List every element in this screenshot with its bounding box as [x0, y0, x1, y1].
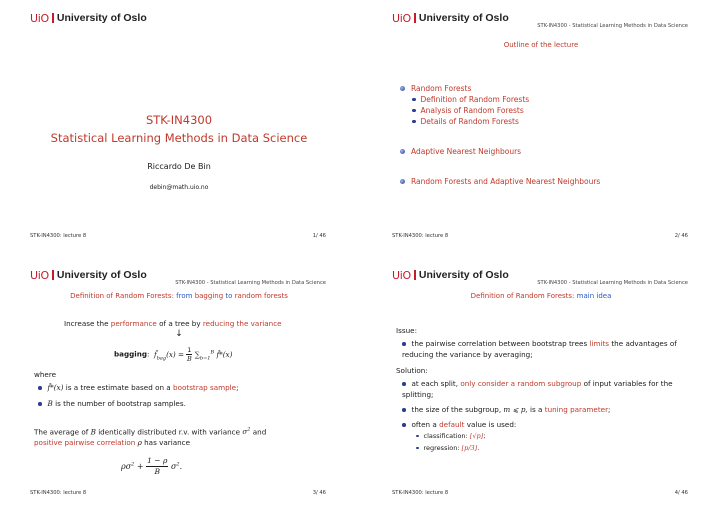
outline-section[interactable]: Random Forests	[400, 83, 600, 94]
footer-left: STK-IN4300: lecture 8	[30, 233, 87, 239]
frame-title: Definition of Random Forests: main idea	[470, 292, 612, 300]
issue-label: Issue:	[396, 326, 418, 335]
uio-logo: UiO University of Oslo	[30, 11, 147, 25]
bullet-icon	[412, 120, 416, 124]
uio-logo: UiO University of Oslo	[392, 11, 509, 25]
page-number: 1/ 46	[312, 233, 326, 239]
email: debin@math.uio.no	[149, 184, 209, 191]
outline-list	[400, 83, 600, 187]
frame-title: Definition of Random Forests: from bagging to random forests	[70, 292, 288, 300]
footer-left: STK-IN4300: lecture 8	[392, 233, 449, 239]
bullet-icon	[412, 98, 416, 102]
list-item: often a default value is used:	[402, 419, 702, 430]
header: STK-IN4300 - Statistical Learning Methods in Data Science	[537, 280, 688, 286]
outline-subsection[interactable]: Analysis of Random Forests	[400, 105, 600, 116]
slide-title: STK-IN4300 Statistical Learning Methods in Data Science	[50, 113, 308, 145]
uio-logo: UiO University of Oslo	[392, 268, 509, 282]
bullet-icon	[400, 149, 405, 154]
header: STK-IN4300 - Statistical Learning Methods in Data Science	[537, 23, 688, 29]
outline-title: Outline of the lecture	[503, 41, 579, 49]
footer-left: STK-IN4300: lecture 8	[392, 490, 449, 496]
slide-4	[370, 262, 712, 502]
slide-2	[370, 5, 712, 245]
footer-left: STK-IN4300: lecture 8	[30, 490, 87, 496]
list-item: the pairwise correlation between bootstrap trees limits the advantages of reducing the variance by averaging;	[402, 339, 677, 359]
sub-item: classification: ⌊√p⌋;	[416, 431, 485, 442]
list-item: the size of the subgroup, m ⩽ p, is a tuning parameter;	[402, 404, 702, 415]
down-arrow: ↓	[175, 329, 183, 339]
where-label: where	[34, 370, 57, 379]
solution-label: Solution:	[396, 366, 428, 375]
outline-subsection[interactable]: Details of Random Forests	[400, 116, 600, 127]
header: STK-IN4300 - Statistical Learning Methods in Data Science	[175, 280, 326, 286]
slide-3	[8, 262, 350, 502]
sub-item: regression: ⌊p/3⌋.	[416, 443, 479, 454]
page-number: 3/ 46	[312, 490, 326, 496]
bagging-formula: bagging: $f̂_{bag}(x)$ = $\frac{1}{B}$ $\sum_{b=1}^B$ f̂*(x)	[114, 346, 233, 363]
outline-subsection[interactable]: Definition of Random Forests	[400, 94, 600, 105]
outline-section[interactable]: Adaptive Nearest Neighbours	[400, 146, 600, 157]
bullet-icon	[400, 86, 405, 91]
bullet-icon	[400, 179, 405, 184]
page-number: 2/ 46	[674, 233, 688, 239]
list-item: B is the number of bootstrap samples.	[38, 398, 186, 409]
slide-1	[8, 5, 350, 245]
list-item: at each split, only consider a random subgroup of input variables for the splitting;	[402, 379, 673, 399]
outline-section[interactable]: Random Forests and Adaptive Nearest Neighbours	[400, 176, 600, 187]
list-item: f̂*(x) is a tree estimate based on a bootstrap sample;	[38, 382, 239, 393]
intro-text: Increase the performance of a tree by reducing the variance	[64, 319, 282, 328]
author: Riccardo De Bin	[147, 162, 211, 171]
page-number: 4/ 46	[674, 490, 688, 496]
uio-logo: UiO University of Oslo	[30, 268, 147, 282]
average-text: The average of B identically distributed r.v. with variance $\sigma^2$ and positive pairwise correlation ρ has variance	[34, 427, 267, 448]
bullet-icon	[412, 109, 416, 113]
variance-formula: $\rho\sigma^2$ + $\frac{1 - \rho}{B}$ $\sigma^2$.	[121, 456, 183, 476]
